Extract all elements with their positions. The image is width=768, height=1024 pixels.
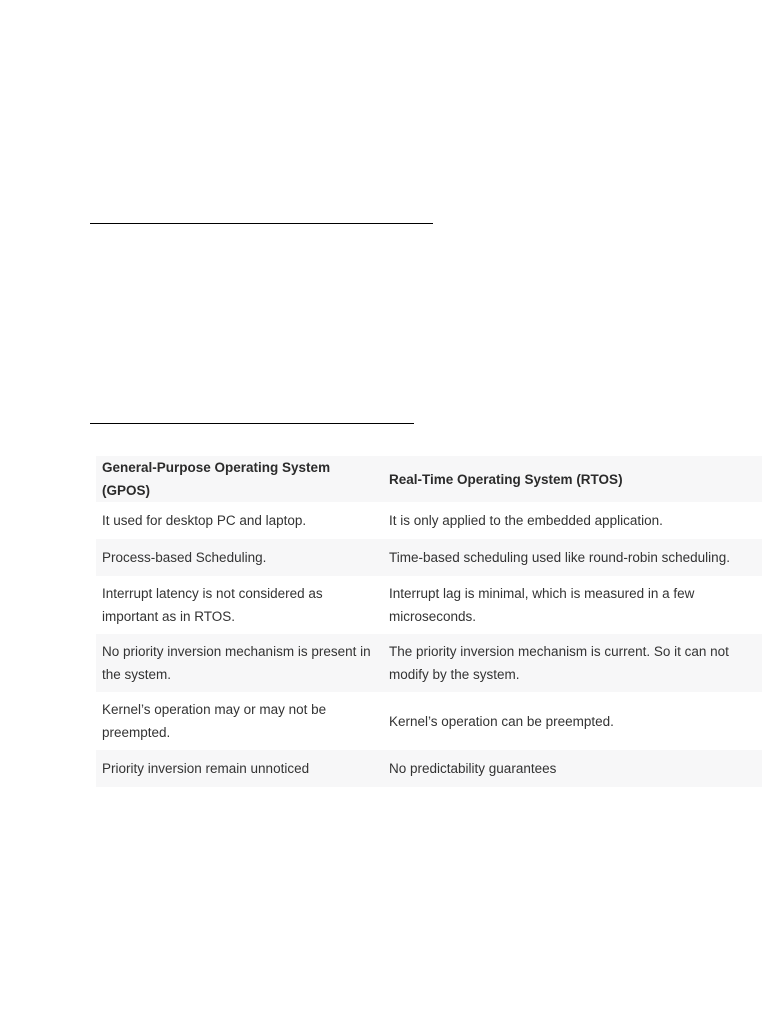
table-row (96, 750, 762, 787)
table-row (96, 692, 762, 750)
heading-underline-2 (90, 423, 414, 424)
table-row (96, 502, 762, 539)
table-cell-gpos: No priority inversion mechanism is present in the system. (102, 644, 371, 682)
table-cell-gpos: Interrupt latency is not considered as important as in RTOS. (102, 586, 323, 624)
table-cell-rtos: Kernel’s operation can be preempted. (389, 713, 614, 729)
table-header-rtos: Real-Time Operating System (RTOS) (389, 471, 623, 487)
table-cell-gpos: It used for desktop PC and laptop. (102, 513, 307, 528)
table-cell-gpos: Process-based Scheduling. (102, 550, 267, 565)
table-cell-rtos: It is only applied to the embedded application. (389, 513, 663, 528)
table-cell-gpos: Priority inversion remain unnoticed (102, 761, 310, 776)
table-cell-rtos: The priority inversion mechanism is current. So it can not modify by the system. (389, 644, 729, 682)
table-header-gpos: General-Purpose Operating System (GPOS) (102, 460, 331, 498)
table-row (96, 576, 762, 634)
table-row (96, 634, 762, 692)
gpos-vs-rtos-table (96, 456, 762, 787)
table-cell-rtos: Time-based scheduling used like round-robin scheduling. (389, 550, 730, 565)
heading-underline-1 (90, 223, 433, 224)
table-row (96, 539, 762, 576)
table-cell-rtos: No predictability guarantees (389, 761, 557, 776)
table-header-row (96, 456, 762, 502)
table-cell-rtos: Interrupt lag is minimal, which is measured in a few microseconds. (389, 586, 695, 624)
table-cell-gpos: Kernel’s operation may or may not be preempted. (102, 702, 327, 740)
